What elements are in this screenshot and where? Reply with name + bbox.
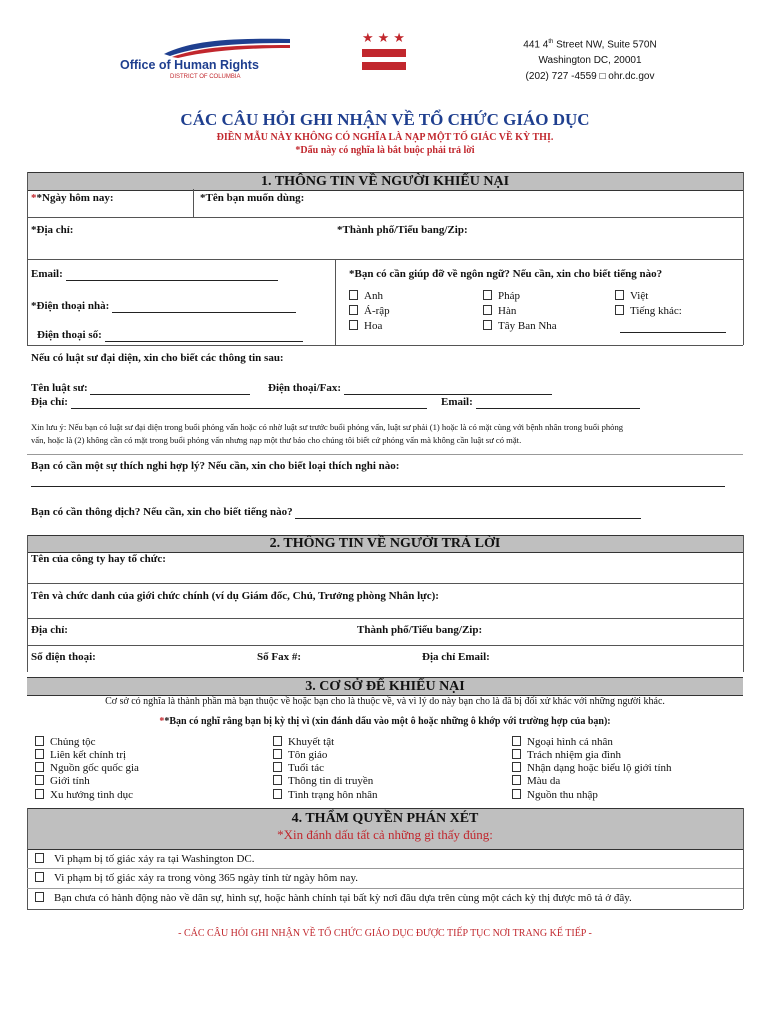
accommodation-field[interactable] <box>31 474 725 492</box>
lawyer-note-line-2: vấn, hoặc là (2) không cần có mặt trong buổi phỏng vấn nhưng nạp một thư báo cho chúng tôi biết cứ phỏng vấn mà không cần luật sư có mặt. <box>31 435 522 445</box>
official-name-label[interactable]: Tên và chức danh của giới chức chính (ví dụ Giám đốc, Chủ, Trưởng phòng Nhân lực): <box>31 590 439 602</box>
basis-question: **Bạn có nghĩ rằng bạn bị kỳ thị vì (xin đánh dấu vào một ô hoặc những ô khớp với trường hợp của bạn): <box>159 716 611 727</box>
checkbox-icon[interactable] <box>35 736 44 746</box>
checkbox-icon[interactable] <box>273 789 282 799</box>
dc-flag-bar-top <box>362 49 406 57</box>
language-option[interactable]: Hoa <box>349 320 382 332</box>
lawyer-note <box>31 421 743 447</box>
form-title: CÁC CÂU HỎI GHI NHẬN VỀ TỔ CHỨC GIÁO DỤC <box>180 110 590 129</box>
address-label[interactable]: *Địa chỉ: <box>31 224 74 236</box>
checkbox-icon[interactable] <box>512 775 521 785</box>
checkbox-icon[interactable] <box>273 775 282 785</box>
section4-instruction: *Xin đánh dấu tất cả những gì thấy đúng: <box>277 827 493 842</box>
language-option[interactable]: Á-rập <box>349 305 390 317</box>
basis-option[interactable]: Khuyết tật <box>273 736 334 748</box>
respondent-address-label[interactable]: Địa chỉ: <box>31 624 68 636</box>
checkbox-icon[interactable] <box>615 290 624 300</box>
basis-option[interactable]: Ngoại hình cá nhân <box>512 736 613 748</box>
office-address <box>500 34 680 85</box>
respondent-city-label[interactable]: Thành phố/Tiểu bang/Zip: <box>357 624 483 636</box>
language-option[interactable]: Việt <box>615 290 648 302</box>
other-language-field[interactable] <box>620 320 726 338</box>
language-option[interactable]: Anh <box>349 290 383 302</box>
dc-flag-bar-bottom <box>362 62 406 70</box>
checkbox-icon[interactable] <box>615 305 624 315</box>
email-field[interactable]: Email: <box>31 268 278 281</box>
basis-option[interactable]: Giới tính <box>35 775 90 787</box>
required-note: *Dấu này có nghĩa là bắt buộc phải trả lời <box>295 145 475 156</box>
home-phone-field[interactable]: *Điện thoại nhà: <box>31 300 296 313</box>
checkbox-icon[interactable] <box>512 749 521 759</box>
language-option[interactable]: Tây Ban Nha <box>483 320 557 332</box>
ohr-logo <box>120 36 260 84</box>
checkbox-icon[interactable] <box>483 305 492 315</box>
checkbox-icon[interactable] <box>273 736 282 746</box>
language-option[interactable]: Pháp <box>483 290 520 302</box>
language-help-question: *Bạn có cần giúp đỡ về ngôn ngữ? Nếu cần, xin cho biết tiếng nào? <box>349 268 663 280</box>
language-option[interactable]: Hàn <box>483 305 516 317</box>
basis-option[interactable]: Tôn giáo <box>273 749 327 761</box>
checkbox-icon[interactable] <box>35 789 44 799</box>
lawyer-email-field[interactable]: Email: <box>441 396 640 409</box>
checkbox-icon[interactable] <box>349 290 358 300</box>
basis-option[interactable]: Nguồn gốc quốc gia <box>35 762 139 774</box>
lawyer-address-field[interactable]: Địa chỉ: <box>31 396 427 409</box>
checkbox-icon[interactable] <box>273 749 282 759</box>
checkbox-icon[interactable] <box>273 762 282 772</box>
basis-option[interactable]: Xu hướng tình dục <box>35 789 133 801</box>
basis-option[interactable]: Nguồn thu nhập <box>512 789 598 801</box>
respondent-phone-label[interactable]: Số điện thoại: <box>31 651 96 663</box>
checkbox-icon[interactable] <box>349 305 358 315</box>
lawyer-intro: Nếu có luật sư đại diện, xin cho biết các thông tin sau: <box>31 352 284 364</box>
language-option[interactable]: Tiếng khác: <box>615 305 682 317</box>
checkbox-icon[interactable] <box>35 775 44 785</box>
checkbox-icon[interactable] <box>35 892 44 902</box>
basis-option[interactable]: Trách nhiệm gia đình <box>512 749 621 761</box>
basis-option[interactable]: Màu da <box>512 775 560 787</box>
form-disclaimer: ĐIỀN MẪU NÀY KHÔNG CÓ NGHĨA LÀ NẠP MỘT TỐ GIÁC VỀ KỲ THỊ. <box>216 132 554 143</box>
section3-heading: 3. CƠ SỞ ĐỂ KHIẾU NẠI <box>27 677 743 696</box>
lawyer-note-line-1: Xin lưu ý: Nếu bạn có luật sư đại diện trong buổi phỏng vấn hoặc có nhờ luật sư trước buổi phỏng vấn, luật sư phải (1) hoặc là có mặt cùng với bệnh nhân trong buổi phỏng <box>31 422 624 432</box>
checkbox-icon[interactable] <box>512 736 521 746</box>
basis-option[interactable]: Chủng tộc <box>35 736 96 748</box>
name-label[interactable]: *Tên bạn muốn dùng: <box>200 192 305 204</box>
checkbox-icon[interactable] <box>483 320 492 330</box>
ohr-logo-graphic <box>162 36 292 58</box>
lawyer-name-field[interactable]: Tên luật sư: <box>31 382 250 395</box>
basis-option[interactable]: Thông tin di truyền <box>273 775 373 787</box>
checkbox-icon[interactable] <box>512 789 521 799</box>
section1-heading: 1. THÔNG TIN VỀ NGƯỜI KHIẾU NẠI <box>27 172 743 191</box>
jurisdiction-option[interactable]: Vi phạm bị tố giác xảy ra trong vòng 365 ngày tính từ ngày hôm nay. <box>35 872 358 884</box>
checkbox-icon[interactable] <box>349 320 358 330</box>
checkbox-icon[interactable] <box>35 853 44 863</box>
city-state-zip-label[interactable]: *Thành phố/Tiểu bang/Zip: <box>337 224 468 236</box>
checkbox-icon[interactable] <box>35 749 44 759</box>
address-line-3: (202) 727 -4559 □ ohr.dc.gov <box>525 71 655 83</box>
continued-footer: - CÁC CÂU HỎI GHI NHẬN VỀ TỔ CHỨC GIÁO DỤC ĐƯỢC TIẾP TỤC NƠI TRANG KẾ TIẾP - <box>178 928 592 939</box>
date-label[interactable]: **Ngày hôm nay: <box>31 192 114 204</box>
section4-heading <box>27 808 743 850</box>
respondent-fax-label[interactable]: Số Fax #: <box>257 651 301 663</box>
dc-flag-stars: ★★★ <box>362 30 409 45</box>
section2-heading: 2. THÔNG TIN VỀ NGƯỜI TRẢ LỜI <box>27 535 743 553</box>
basis-option[interactable]: Tình trạng hôn nhân <box>273 789 378 801</box>
company-name-label[interactable]: Tên của công ty hay tổ chức: <box>31 553 166 565</box>
address-line-1: 441 4th Street NW, Suite 570N <box>523 39 657 51</box>
interpreter-field[interactable]: Bạn có cần thông dịch? Nếu cần, xin cho biết tiếng nào? <box>31 506 641 519</box>
phone-field[interactable]: Điện thoại số: <box>37 329 303 342</box>
jurisdiction-option[interactable]: Vi phạm bị tố giác xảy ra tại Washington DC. <box>35 853 255 865</box>
address-line-2: Washington DC, 20001 <box>538 55 642 67</box>
ohr-logo-name: Office of Human Rights <box>120 58 259 72</box>
dc-flag <box>362 30 409 74</box>
basis-option[interactable]: Liên kết chính trị <box>35 749 126 761</box>
ohr-logo-subtitle: DISTRICT OF COLUMBIA <box>170 74 241 80</box>
basis-explanation: Cơ sở có nghĩa là thành phần mà bạn thuộc về hoặc bạn cho là thuộc về, và vì lý do này bạn cho là đã bị đối xử khác với những người khác. <box>105 696 665 707</box>
respondent-email-label[interactable]: Địa chỉ Email: <box>422 651 490 663</box>
basis-option[interactable]: Nhận dạng hoặc biểu lộ giới tính <box>512 762 672 774</box>
checkbox-icon[interactable] <box>483 290 492 300</box>
checkbox-icon[interactable] <box>35 872 44 882</box>
basis-option[interactable]: Tuổi tác <box>273 762 324 774</box>
jurisdiction-option[interactable]: Bạn chưa có hành động nào về dân sự, hình sự, hoặc hành chính tại bất kỳ nơi đâu dựa trên cùng một cách kỳ thị được mô tả ở đây. <box>35 892 632 904</box>
checkbox-icon[interactable] <box>35 762 44 772</box>
section4-title: 4. THẨM QUYỀN PHÁN XÉT <box>291 811 479 826</box>
accommodation-question: Bạn có cần một sự thích nghi hợp lý? Nếu cần, xin cho biết loại thích nghi nào: <box>31 460 400 472</box>
lawyer-phone-field[interactable]: Điện thoại/Fax: <box>268 382 552 395</box>
checkbox-icon[interactable] <box>512 762 521 772</box>
